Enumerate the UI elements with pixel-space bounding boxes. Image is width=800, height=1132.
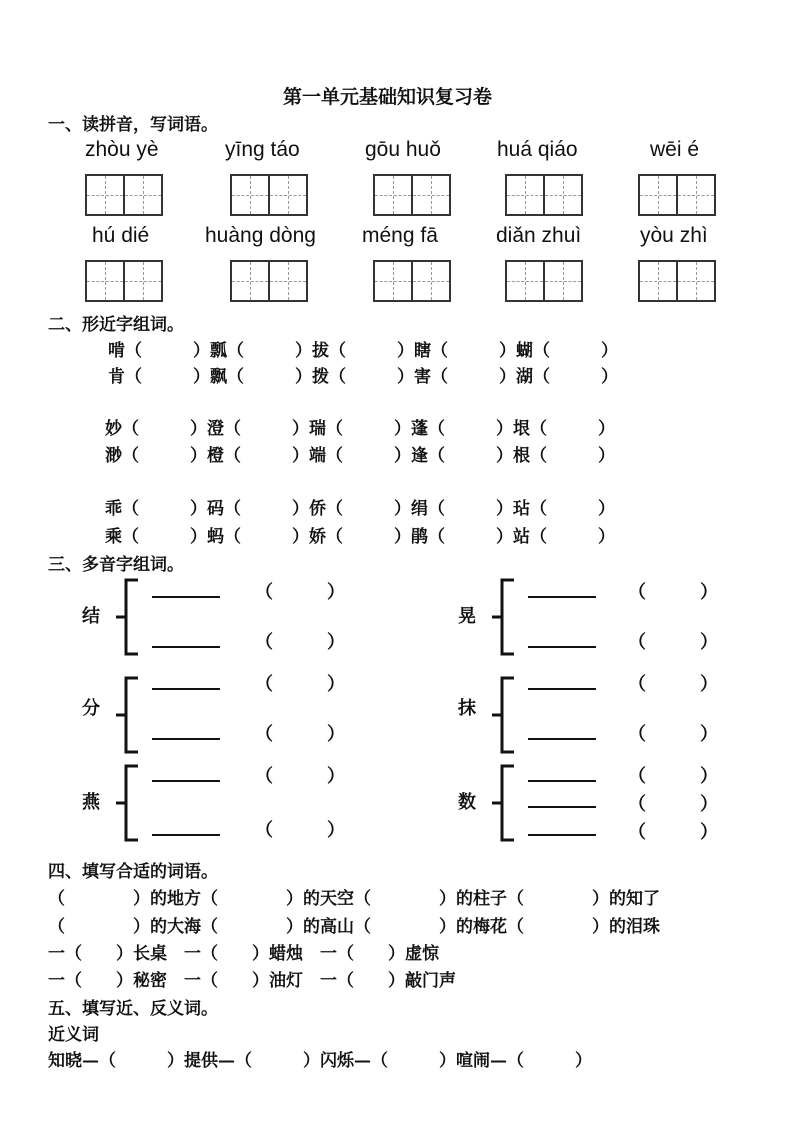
fill-in-row: 一（ ）长桌 一（ ）蜡烛 一（ ）虚惊 <box>48 944 439 964</box>
answer-paren: （ ） <box>628 582 718 603</box>
pinyin-label: diǎn zhuì <box>496 224 582 247</box>
answer-paren: （ ） <box>255 724 345 745</box>
answer-paren: （ ） <box>255 674 345 695</box>
fill-in-row: 一（ ）秘密 一（ ）油灯 一（ ）敲门声 <box>48 971 456 991</box>
pinyin-label: huá qiáo <box>497 138 578 161</box>
pinyin-label: yòu zhì <box>640 224 708 247</box>
section-1-heading: 一、读拼音，写词语。 <box>48 115 218 135</box>
writing-box[interactable] <box>373 260 451 302</box>
writing-box[interactable] <box>373 174 451 216</box>
answer-line[interactable] <box>528 596 596 598</box>
answer-paren: （ ） <box>628 822 718 843</box>
similar-char-row: 肯（ ）飘（ ）拨（ ）害（ ）湖（ ） <box>108 367 618 387</box>
writing-box[interactable] <box>85 174 163 216</box>
pinyin-label: yīng táo <box>225 138 300 161</box>
similar-char-row: 啃（ ）瓢（ ）拔（ ）瞎（ ）蝴（ ） <box>108 341 618 361</box>
writing-box[interactable] <box>85 260 163 302</box>
answer-line[interactable] <box>528 688 596 690</box>
answer-paren: （ ） <box>255 582 345 603</box>
bracket-icon <box>490 676 516 754</box>
writing-box[interactable] <box>505 260 583 302</box>
answer-line[interactable] <box>152 738 220 740</box>
bracket-icon <box>114 578 140 656</box>
answer-paren: （ ） <box>255 766 345 787</box>
polyphone-char: 抹 <box>458 698 476 719</box>
bracket-icon <box>114 764 140 842</box>
answer-line[interactable] <box>528 834 596 836</box>
section-4-heading: 四、填写合适的词语。 <box>48 862 218 882</box>
polyphone-char: 结 <box>82 606 100 627</box>
section-5-heading: 五、填写近、反义词。 <box>48 999 218 1019</box>
section-3-heading: 三、多音字组词。 <box>48 555 184 575</box>
answer-paren: （ ） <box>628 632 718 653</box>
answer-line[interactable] <box>528 780 596 782</box>
answer-line[interactable] <box>152 646 220 648</box>
answer-paren: （ ） <box>255 820 345 841</box>
answer-paren: （ ） <box>255 632 345 653</box>
writing-box[interactable] <box>638 174 716 216</box>
answer-line[interactable] <box>152 834 220 836</box>
bracket-icon <box>114 676 140 754</box>
pinyin-label: méng fā <box>362 224 438 247</box>
writing-box[interactable] <box>230 174 308 216</box>
synonym-label: 近义词 <box>48 1025 99 1045</box>
similar-char-row: 渺（ ）橙（ ）端（ ）逢（ ）根（ ） <box>105 446 615 466</box>
polyphone-char: 晃 <box>458 606 476 627</box>
bracket-icon <box>490 764 516 842</box>
pinyin-label: wēi é <box>650 138 700 161</box>
polyphone-char: 数 <box>458 792 476 813</box>
page-title: 第一单元基础知识复习卷 <box>283 86 493 108</box>
pinyin-label: zhòu yè <box>85 138 159 161</box>
answer-paren: （ ） <box>628 766 718 787</box>
answer-line[interactable] <box>528 646 596 648</box>
answer-paren: （ ） <box>628 724 718 745</box>
fill-in-row: （ ）的大海（ ）的高山（ ）的梅花（ ）的泪珠 <box>48 917 660 937</box>
fill-in-row: （ ）的地方（ ）的天空（ ）的柱子（ ）的知了 <box>48 889 660 909</box>
answer-line[interactable] <box>528 806 596 808</box>
similar-char-row: 妙（ ）澄（ ）瑞（ ）蓬（ ）垠（ ） <box>105 419 615 439</box>
bracket-icon <box>490 578 516 656</box>
synonym-row: 知晓—（ ）提供—（ ）闪烁—（ ）喧闹—（ ） <box>48 1051 592 1071</box>
polyphone-char: 燕 <box>82 792 100 813</box>
section-2-heading: 二、形近字组词。 <box>48 315 184 335</box>
answer-line[interactable] <box>152 688 220 690</box>
pinyin-label: huàng dòng <box>205 224 316 247</box>
answer-line[interactable] <box>152 596 220 598</box>
polyphone-char: 分 <box>82 698 100 719</box>
pinyin-label: hú dié <box>92 224 150 247</box>
pinyin-label: gōu huǒ <box>365 138 441 161</box>
writing-box[interactable] <box>230 260 308 302</box>
similar-char-row: 乖（ ）码（ ）侨（ ）绢（ ）玷（ ） <box>105 499 615 519</box>
answer-line[interactable] <box>528 738 596 740</box>
answer-paren: （ ） <box>628 794 718 815</box>
writing-box[interactable] <box>505 174 583 216</box>
answer-paren: （ ） <box>628 674 718 695</box>
answer-line[interactable] <box>152 780 220 782</box>
similar-char-row: 乘（ ）蚂（ ）娇（ ）鹃（ ）站（ ） <box>105 527 615 547</box>
writing-box[interactable] <box>638 260 716 302</box>
